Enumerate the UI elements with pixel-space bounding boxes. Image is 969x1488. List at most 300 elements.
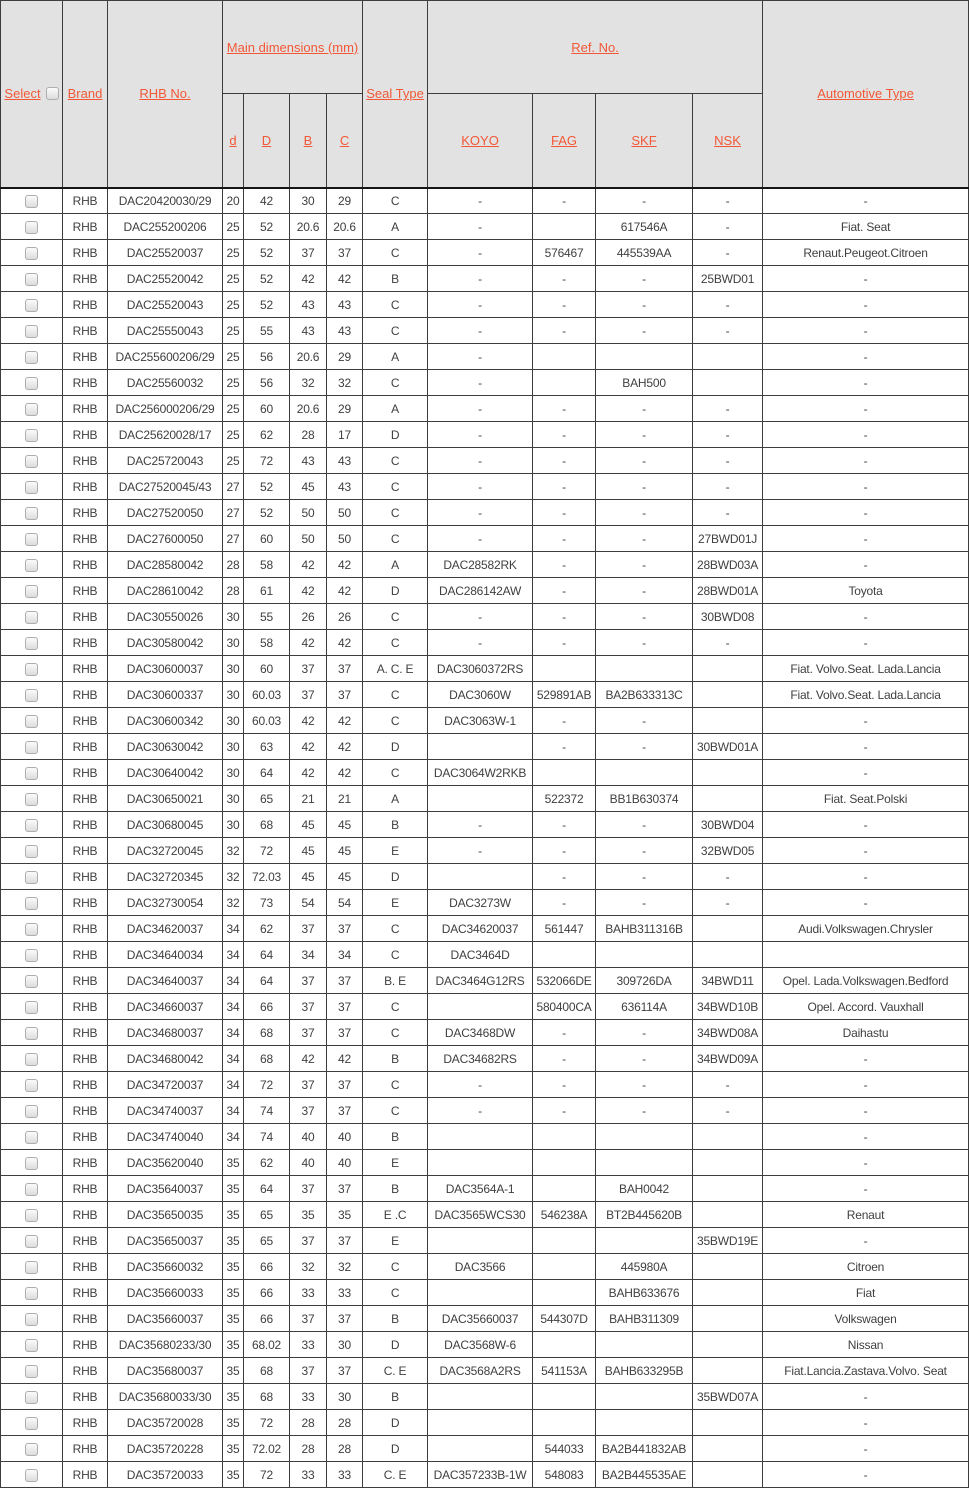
ref-fag-cell: 522372: [533, 786, 596, 812]
brand-cell: RHB: [63, 630, 108, 656]
koyo-label[interactable]: KOYO: [461, 132, 499, 148]
ref-koyo-cell: [428, 734, 533, 760]
ref-fag-cell: -: [533, 318, 596, 344]
dim-D-cell: 72: [244, 448, 290, 474]
dim-C-cell: 29: [327, 396, 363, 422]
select-cell: [1, 1358, 63, 1384]
dim-C-cell: 30: [327, 1384, 363, 1410]
brand-cell: RHB: [63, 1150, 108, 1176]
dim-B-cell: 37: [290, 1020, 327, 1046]
dim-B-cell: 37: [290, 1358, 327, 1384]
seal-type-cell: C: [363, 1072, 428, 1098]
row-checkbox[interactable]: [25, 247, 38, 260]
automotive-type-cell: -: [763, 292, 969, 318]
ref-fag-cell: [533, 656, 596, 682]
row-checkbox[interactable]: [25, 1443, 38, 1456]
row-checkbox[interactable]: [25, 1313, 38, 1326]
fag-label[interactable]: FAG: [551, 132, 578, 148]
select-cell: [1, 344, 63, 370]
rhb-no-cell: DAC30550026: [108, 604, 223, 630]
dim-d-cell: 35: [223, 1202, 244, 1228]
automotive-type-cell: -: [763, 734, 969, 760]
dim-d-cell: 25: [223, 318, 244, 344]
seal-type-cell: C. E: [363, 1462, 428, 1488]
row-checkbox[interactable]: [25, 1391, 38, 1404]
seal-type-cell: C: [363, 292, 428, 318]
table-row: [1, 656, 969, 682]
ref-skf-cell: -: [596, 604, 693, 630]
select-cell: [1, 422, 63, 448]
dim-d-cell: 25: [223, 344, 244, 370]
col-header-automotive-type: [763, 1, 969, 188]
ref-skf-cell: 445539AA: [596, 240, 693, 266]
brand-header-label[interactable]: Brand: [67, 86, 103, 102]
table-row: [1, 604, 969, 630]
seal-type-cell: C: [363, 1280, 428, 1306]
ref-koyo-cell: -: [428, 838, 533, 864]
row-checkbox[interactable]: [25, 533, 38, 546]
automotive-type-header-label[interactable]: Automotive Type: [817, 86, 914, 102]
row-checkbox[interactable]: [25, 1183, 38, 1196]
ref-fag-cell: 548083: [533, 1462, 596, 1488]
ref-koyo-cell: DAC3060W: [428, 682, 533, 708]
ref-nsk-cell: -: [693, 240, 763, 266]
row-checkbox[interactable]: [25, 871, 38, 884]
row-checkbox[interactable]: [25, 559, 38, 572]
table-row: [1, 214, 969, 240]
automotive-type-cell: Daihastu: [763, 1020, 969, 1046]
ref-fag-cell: -: [533, 1046, 596, 1072]
ref-no-label[interactable]: Ref. No.: [571, 39, 619, 55]
ref-koyo-cell: -: [428, 266, 533, 292]
brand-cell: RHB: [63, 708, 108, 734]
row-checkbox[interactable]: [25, 351, 38, 364]
dim-C-cell: 37: [327, 1228, 363, 1254]
ref-fag-cell: -: [533, 708, 596, 734]
seal-type-cell: C: [363, 760, 428, 786]
seal-type-cell: B: [363, 1124, 428, 1150]
dim-D-cell: 52: [244, 240, 290, 266]
row-checkbox[interactable]: [25, 507, 38, 520]
select-cell: [1, 1124, 63, 1150]
table-row: [1, 1410, 969, 1436]
ref-koyo-cell: [428, 1228, 533, 1254]
seal-type-cell: B: [363, 812, 428, 838]
select-cell: [1, 1020, 63, 1046]
dim-B-cell: 37: [290, 916, 327, 942]
dim-B-cell: 37: [290, 240, 327, 266]
select-cell: [1, 942, 63, 968]
dim-D-cell: 55: [244, 318, 290, 344]
ref-skf-cell: -: [596, 318, 693, 344]
table-row: [1, 422, 969, 448]
dim-C-cell: 50: [327, 526, 363, 552]
dim-C-cell: 43: [327, 448, 363, 474]
brand-cell: RHB: [63, 1436, 108, 1462]
select-cell: [1, 1072, 63, 1098]
brand-cell: RHB: [63, 1332, 108, 1358]
row-checkbox[interactable]: [25, 455, 38, 468]
seal-type-cell: A: [363, 786, 428, 812]
dim-d-cell: 34: [223, 1098, 244, 1124]
row-checkbox[interactable]: [25, 767, 38, 780]
seal-type-cell: E: [363, 1228, 428, 1254]
automotive-type-cell: Nissan: [763, 1332, 969, 1358]
row-checkbox[interactable]: [25, 923, 38, 936]
skf-label[interactable]: SKF: [631, 132, 657, 148]
dim-C-cell: 32: [327, 1254, 363, 1280]
seal-type-cell: C: [363, 240, 428, 266]
brand-cell: RHB: [63, 370, 108, 396]
ref-nsk-cell: -: [693, 214, 763, 240]
rhb-no-cell: DAC35680033/30: [108, 1384, 223, 1410]
ref-fag-cell: -: [533, 396, 596, 422]
table-row: [1, 344, 969, 370]
ref-koyo-cell: DAC3060372RS: [428, 656, 533, 682]
nsk-label[interactable]: NSK: [714, 132, 741, 148]
dim-C-cell: 29: [327, 188, 363, 214]
row-checkbox[interactable]: [25, 429, 38, 442]
select-cell: [1, 630, 63, 656]
dim-D-label[interactable]: D: [261, 132, 272, 148]
main-dimensions-label[interactable]: Main dimensions (mm): [226, 39, 359, 55]
ref-skf-cell: -: [596, 578, 693, 604]
ref-koyo-cell: DAC3464D: [428, 942, 533, 968]
select-cell: [1, 734, 63, 760]
row-checkbox[interactable]: [25, 1469, 38, 1482]
ref-fag-cell: [533, 370, 596, 396]
dim-d-cell: 35: [223, 1306, 244, 1332]
row-checkbox[interactable]: [25, 715, 38, 728]
dim-D-cell: 66: [244, 1280, 290, 1306]
dim-C-cell: 42: [327, 552, 363, 578]
dim-d-cell: 27: [223, 500, 244, 526]
row-checkbox[interactable]: [25, 845, 38, 858]
dim-d-label[interactable]: d: [229, 132, 237, 148]
select-cell: [1, 604, 63, 630]
rhb-no-cell: DAC35660037: [108, 1306, 223, 1332]
table-row: [1, 1098, 969, 1124]
dim-D-cell: 60: [244, 526, 290, 552]
seal-type-cell: A: [363, 396, 428, 422]
ref-nsk-cell: [693, 708, 763, 734]
ref-fag-cell: -: [533, 734, 596, 760]
brand-cell: RHB: [63, 214, 108, 240]
table-row: [1, 474, 969, 500]
row-checkbox[interactable]: [25, 1339, 38, 1352]
ref-nsk-cell: [693, 1306, 763, 1332]
seal-type-cell: D: [363, 1410, 428, 1436]
row-checkbox[interactable]: [25, 221, 38, 234]
row-checkbox[interactable]: [25, 689, 38, 702]
row-checkbox[interactable]: [25, 975, 38, 988]
rhb-no-header-label[interactable]: RHB No.: [139, 86, 191, 102]
select-cell: [1, 188, 63, 214]
dim-D-cell: 64: [244, 942, 290, 968]
automotive-type-cell: -: [763, 864, 969, 890]
seal-type-cell: C: [363, 942, 428, 968]
row-checkbox[interactable]: [25, 741, 38, 754]
ref-fag-cell: -: [533, 1020, 596, 1046]
row-checkbox[interactable]: [25, 663, 38, 676]
select-cell: [1, 682, 63, 708]
dim-C-cell: 37: [327, 682, 363, 708]
ref-fag-cell: 544307D: [533, 1306, 596, 1332]
dim-C-cell: 37: [327, 1020, 363, 1046]
ref-skf-cell: -: [596, 1098, 693, 1124]
col-header-D: [244, 94, 290, 188]
brand-cell: RHB: [63, 786, 108, 812]
dim-B-cell: 37: [290, 1228, 327, 1254]
row-checkbox[interactable]: [25, 377, 38, 390]
dim-D-cell: 68: [244, 1046, 290, 1072]
table-row: [1, 1384, 969, 1410]
rhb-no-cell: DAC25550043: [108, 318, 223, 344]
dim-B-cell: 33: [290, 1462, 327, 1488]
rhb-no-cell: DAC27520045/43: [108, 474, 223, 500]
dim-C-cell: 42: [327, 266, 363, 292]
row-checkbox[interactable]: [25, 897, 38, 910]
dim-d-cell: 28: [223, 552, 244, 578]
select-cell: [1, 448, 63, 474]
dim-C-cell: 37: [327, 1176, 363, 1202]
row-checkbox[interactable]: [25, 1131, 38, 1144]
rhb-no-cell: DAC30680045: [108, 812, 223, 838]
row-checkbox[interactable]: [25, 1417, 38, 1430]
ref-koyo-cell: [428, 1384, 533, 1410]
ref-nsk-cell: -: [693, 630, 763, 656]
brand-cell: RHB: [63, 1410, 108, 1436]
brand-cell: RHB: [63, 396, 108, 422]
ref-nsk-cell: -: [693, 500, 763, 526]
brand-cell: RHB: [63, 500, 108, 526]
ref-nsk-cell: -: [693, 1098, 763, 1124]
select-header-label[interactable]: Select: [4, 86, 41, 102]
ref-koyo-cell: [428, 786, 533, 812]
col-group-ref-no: [428, 1, 763, 94]
table-row: [1, 448, 969, 474]
automotive-type-cell: -: [763, 500, 969, 526]
brand-cell: RHB: [63, 1072, 108, 1098]
dim-d-cell: 34: [223, 968, 244, 994]
ref-fag-cell: -: [533, 474, 596, 500]
row-checkbox[interactable]: [25, 325, 38, 338]
dim-d-cell: 34: [223, 1046, 244, 1072]
dim-D-cell: 62: [244, 1150, 290, 1176]
automotive-type-cell: -: [763, 1072, 969, 1098]
ref-koyo-cell: -: [428, 240, 533, 266]
rhb-no-cell: DAC25520037: [108, 240, 223, 266]
rhb-no-cell: DAC27520050: [108, 500, 223, 526]
rhb-no-cell: DAC32730054: [108, 890, 223, 916]
ref-skf-cell: -: [596, 734, 693, 760]
ref-fag-cell: [533, 1410, 596, 1436]
dim-D-cell: 64: [244, 1176, 290, 1202]
seal-type-cell: C. E: [363, 1358, 428, 1384]
dim-B-cell: 33: [290, 1332, 327, 1358]
table-row: [1, 1202, 969, 1228]
ref-koyo-cell: DAC35660037: [428, 1306, 533, 1332]
row-checkbox[interactable]: [25, 195, 38, 208]
row-checkbox[interactable]: [25, 1235, 38, 1248]
rhb-no-cell: DAC35620040: [108, 1150, 223, 1176]
seal-type-header-label[interactable]: Seal Type: [366, 86, 424, 102]
ref-koyo-cell: -: [428, 604, 533, 630]
table-row: [1, 812, 969, 838]
table-body: [1, 188, 969, 1488]
dim-C-cell: 45: [327, 838, 363, 864]
row-checkbox[interactable]: [25, 481, 38, 494]
ref-koyo-cell: [428, 1436, 533, 1462]
row-checkbox[interactable]: [25, 1079, 38, 1092]
ref-nsk-cell: -: [693, 890, 763, 916]
table-row: [1, 682, 969, 708]
row-checkbox[interactable]: [25, 1001, 38, 1014]
table-row: [1, 734, 969, 760]
ref-skf-cell: -: [596, 1046, 693, 1072]
rhb-no-cell: DAC30650021: [108, 786, 223, 812]
row-checkbox[interactable]: [25, 793, 38, 806]
table-row: [1, 994, 969, 1020]
seal-type-cell: E: [363, 1150, 428, 1176]
select-cell: [1, 396, 63, 422]
dim-D-cell: 58: [244, 552, 290, 578]
ref-skf-cell: -: [596, 1072, 693, 1098]
table-row: [1, 786, 969, 812]
dim-D-cell: 61: [244, 578, 290, 604]
ref-skf-cell: [596, 760, 693, 786]
seal-type-cell: A. C. E: [363, 656, 428, 682]
select-cell: [1, 812, 63, 838]
dim-d-cell: 34: [223, 1020, 244, 1046]
dim-B-cell: 33: [290, 1280, 327, 1306]
ref-skf-cell: BAH500: [596, 370, 693, 396]
ref-nsk-cell: [693, 786, 763, 812]
select-all-checkbox[interactable]: [46, 87, 59, 100]
dim-B-cell: 43: [290, 318, 327, 344]
row-checkbox[interactable]: [25, 1209, 38, 1222]
row-checkbox[interactable]: [25, 819, 38, 832]
ref-fag-cell: -: [533, 422, 596, 448]
automotive-type-cell: -: [763, 1436, 969, 1462]
row-checkbox[interactable]: [25, 1287, 38, 1300]
seal-type-cell: C: [363, 994, 428, 1020]
ref-skf-cell: -: [596, 396, 693, 422]
dim-B-cell: 40: [290, 1150, 327, 1176]
automotive-type-cell: Fiat: [763, 1280, 969, 1306]
row-checkbox[interactable]: [25, 403, 38, 416]
select-cell: [1, 786, 63, 812]
dim-D-cell: 62: [244, 422, 290, 448]
select-cell: [1, 240, 63, 266]
rhb-no-cell: DAC30600342: [108, 708, 223, 734]
dim-d-cell: 35: [223, 1410, 244, 1436]
automotive-type-cell: Toyota: [763, 578, 969, 604]
dim-C-cell: 37: [327, 1072, 363, 1098]
row-checkbox[interactable]: [25, 1053, 38, 1066]
ref-koyo-cell: DAC3468DW: [428, 1020, 533, 1046]
dim-B-label[interactable]: B: [303, 132, 313, 148]
row-checkbox[interactable]: [25, 1261, 38, 1274]
ref-koyo-cell: -: [428, 396, 533, 422]
dim-B-cell: 37: [290, 682, 327, 708]
dim-C-cell: 37: [327, 1306, 363, 1332]
automotive-type-cell: -: [763, 1410, 969, 1436]
dim-C-label[interactable]: C: [339, 132, 350, 148]
dim-C-cell: 42: [327, 1046, 363, 1072]
select-cell: [1, 318, 63, 344]
select-cell: [1, 292, 63, 318]
ref-nsk-cell: -: [693, 448, 763, 474]
dim-d-cell: 35: [223, 1384, 244, 1410]
table-row: [1, 1254, 969, 1280]
dim-D-cell: 66: [244, 1254, 290, 1280]
dim-B-cell: 45: [290, 864, 327, 890]
rhb-no-cell: DAC34640034: [108, 942, 223, 968]
table-row: [1, 708, 969, 734]
ref-fag-cell: [533, 1254, 596, 1280]
dim-d-cell: 35: [223, 1462, 244, 1488]
ref-fag-cell: 544033: [533, 1436, 596, 1462]
dim-d-cell: 32: [223, 838, 244, 864]
ref-koyo-cell: -: [428, 474, 533, 500]
row-checkbox[interactable]: [25, 585, 38, 598]
brand-cell: RHB: [63, 1280, 108, 1306]
seal-type-cell: C: [363, 188, 428, 214]
brand-cell: RHB: [63, 942, 108, 968]
row-checkbox[interactable]: [25, 611, 38, 624]
row-checkbox[interactable]: [25, 273, 38, 286]
ref-skf-cell: [596, 942, 693, 968]
seal-type-cell: D: [363, 578, 428, 604]
ref-skf-cell: -: [596, 630, 693, 656]
ref-fag-cell: -: [533, 578, 596, 604]
row-checkbox[interactable]: [25, 1157, 38, 1170]
dim-C-cell: 37: [327, 916, 363, 942]
dim-D-cell: 56: [244, 370, 290, 396]
select-cell: [1, 266, 63, 292]
ref-skf-cell: [596, 1332, 693, 1358]
row-checkbox[interactable]: [25, 299, 38, 312]
dim-D-cell: 72: [244, 1462, 290, 1488]
dim-B-cell: 34: [290, 942, 327, 968]
select-cell: [1, 708, 63, 734]
automotive-type-cell: -: [763, 630, 969, 656]
ref-nsk-cell: 30BWD08: [693, 604, 763, 630]
ref-nsk-cell: -: [693, 474, 763, 500]
ref-skf-cell: BT2B445620B: [596, 1202, 693, 1228]
row-checkbox[interactable]: [25, 1365, 38, 1378]
dim-C-cell: 28: [327, 1436, 363, 1462]
ref-koyo-cell: [428, 994, 533, 1020]
row-checkbox[interactable]: [25, 1105, 38, 1118]
dim-B-cell: 50: [290, 500, 327, 526]
row-checkbox[interactable]: [25, 637, 38, 650]
dim-d-cell: 35: [223, 1254, 244, 1280]
ref-nsk-cell: [693, 942, 763, 968]
ref-nsk-cell: 30BWD04: [693, 812, 763, 838]
row-checkbox[interactable]: [25, 949, 38, 962]
row-checkbox[interactable]: [25, 1027, 38, 1040]
rhb-no-cell: DAC25720043: [108, 448, 223, 474]
brand-cell: RHB: [63, 1124, 108, 1150]
seal-type-cell: C: [363, 916, 428, 942]
ref-nsk-cell: [693, 760, 763, 786]
rhb-no-cell: DAC30580042: [108, 630, 223, 656]
ref-skf-cell: -: [596, 812, 693, 838]
brand-cell: RHB: [63, 448, 108, 474]
dim-d-cell: 25: [223, 370, 244, 396]
